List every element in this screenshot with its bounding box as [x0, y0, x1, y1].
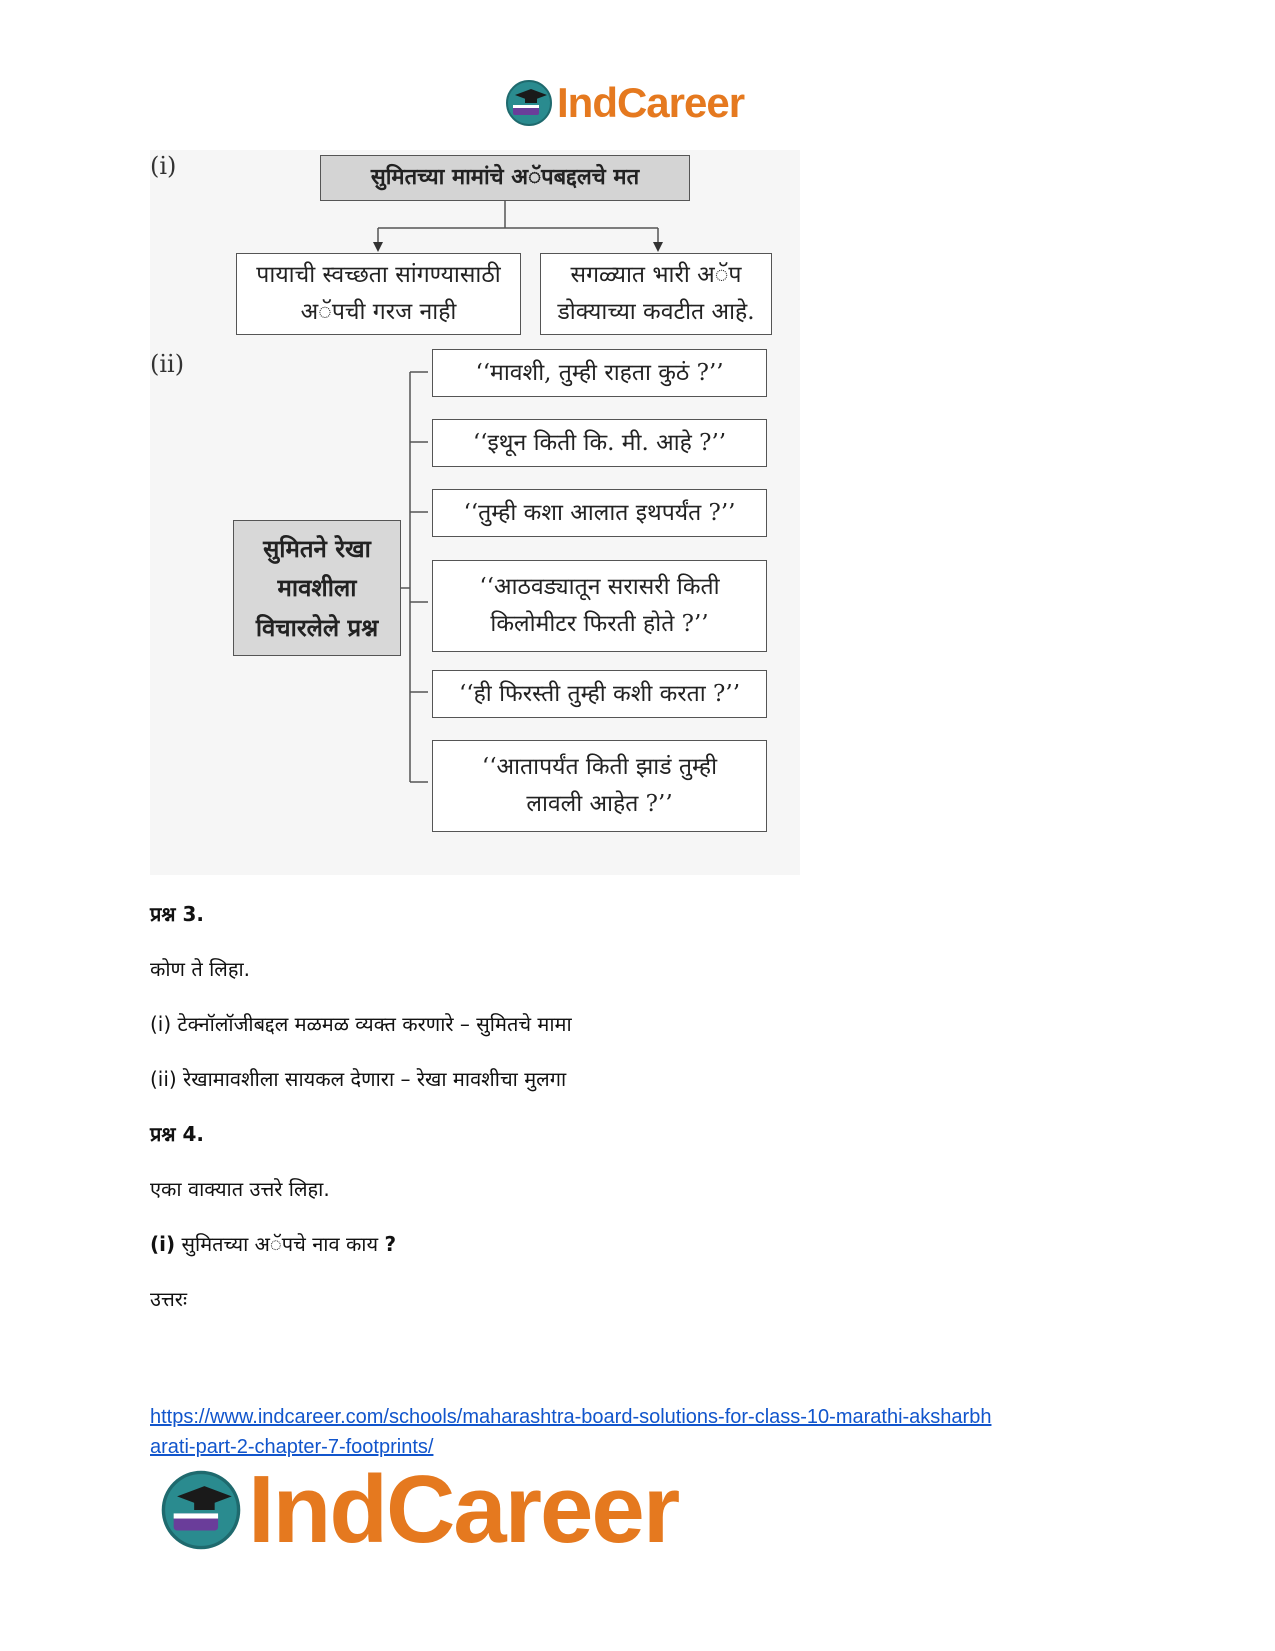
diagram-scan — [150, 150, 800, 875]
opinion-right-line-2: डोक्याच्या कवटीत आहे. — [557, 299, 755, 325]
label-ii: (ii) — [150, 350, 185, 378]
q4-instruction: एका वाक्यात उत्तरे लिहा. — [150, 1177, 330, 1201]
logo-wordmark: IndCareer — [248, 1456, 679, 1563]
question-6-line-1: ‘‘आतापर्यंत किती झाडं तुम्ही — [481, 754, 718, 781]
q3-instruction: कोण ते लिहा. — [150, 957, 251, 981]
questions-center-box — [233, 520, 401, 656]
opinion-left-line-1: पायाची स्वच्छता सांगण्यासाठी — [256, 262, 501, 289]
logo-wordmark: IndCareer — [557, 79, 745, 126]
q3-title: प्रश्न 3. — [150, 902, 204, 926]
chapter-link[interactable] — [150, 1402, 1130, 1462]
q4-question-1 — [150, 1230, 396, 1257]
center-line-3: विचारलेले प्रश्न — [255, 612, 379, 642]
question-4-line-1: ‘‘आठवड्यातून सरासरी किती — [479, 574, 720, 601]
q3-answer-2: (ii) रेखामावशीला सायकल देणारा – रेखा मावशीचा मुलगा — [150, 1067, 567, 1091]
graduation-book-icon — [505, 79, 553, 127]
question-box-2 — [432, 419, 767, 467]
indcareer-logo-top — [505, 78, 744, 128]
chapter-link-line-2: arati-part-2-chapter-7-footprints/ — [150, 1436, 434, 1458]
opinion-title: सुमितच्या मामांचे अॅपबद्दलचे मत — [370, 164, 640, 191]
opinion-right-box — [540, 253, 772, 335]
q3-answer-1: (i) टेक्नॉलॉजीबद्दल मळमळ व्यक्त करणारे – सुमितचे मामा — [150, 1012, 572, 1036]
opinion-left-box — [236, 253, 521, 335]
question-box-4 — [432, 560, 767, 652]
graduation-book-icon — [160, 1469, 242, 1551]
q4-question-1-mark: ? — [384, 1232, 397, 1256]
question-2: ‘‘इथून किती कि. मी. आहे ?’’ — [472, 429, 727, 456]
question-1: ‘‘मावशी, तुम्ही राहता कुठं ?’’ — [475, 359, 724, 386]
question-box-6 — [432, 740, 767, 832]
indcareer-logo-bottom — [160, 1456, 679, 1563]
question-5: ‘‘ही फिरस्ती तुम्ही कशी करता ?’’ — [458, 680, 741, 707]
opinion-right-line-1: सगळ्यात भारी अॅप — [570, 262, 742, 289]
q4-title: प्रश्न 4. — [150, 1122, 204, 1146]
opinion-left-line-2: अॅपची गरज नाही — [300, 299, 457, 325]
center-line-1: सुमितने रेखा — [263, 533, 371, 563]
question-4-line-2: किलोमीटर फिरती होते ?’’ — [490, 611, 709, 637]
question-box-1 — [432, 349, 767, 397]
q4-question-1-text: सुमितच्या अॅपचे नाव काय — [175, 1232, 385, 1256]
question-3: ‘‘तुम्ही कशा आलात इथपर्यंत ?’’ — [463, 499, 736, 526]
question-box-5 — [432, 670, 767, 718]
question-box-3 — [432, 489, 767, 537]
chapter-link-line-1: https://www.indcareer.com/schools/maharashtra-board-solutions-for-class-10-marathi-aksharbh — [150, 1406, 992, 1428]
question-6-line-2: लावली आहेत ?’’ — [526, 791, 673, 817]
answer-label: उत्तरः — [150, 1287, 187, 1311]
q4-question-1-number: (i) — [150, 1232, 176, 1256]
center-line-2: मावशीला — [277, 573, 357, 603]
label-i: (i) — [150, 152, 177, 180]
